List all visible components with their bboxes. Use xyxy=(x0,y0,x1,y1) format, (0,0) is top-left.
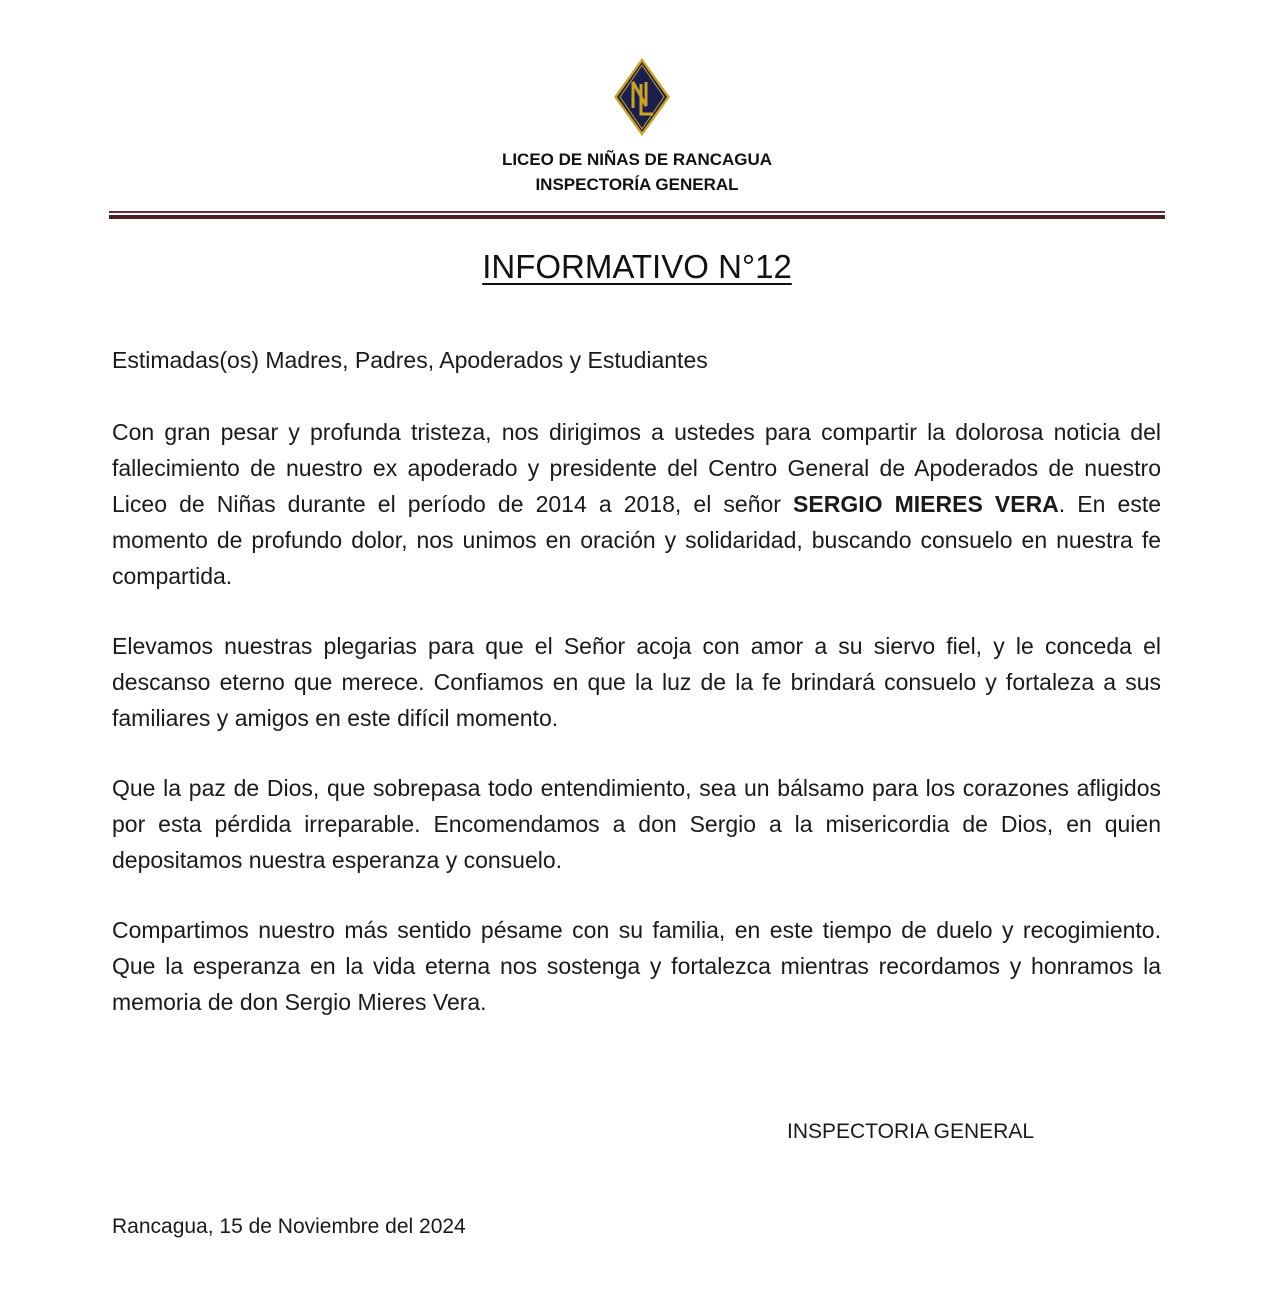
school-logo xyxy=(612,56,672,138)
header-divider-thin xyxy=(109,211,1165,213)
deceased-name: SERGIO MIERES VERA xyxy=(793,491,1059,517)
school-name: LICEO DE NIÑAS DE RANCAGUA xyxy=(501,150,773,169)
paragraph-1-end: . En este momento de profundo dolor, nos unimos en oración y solidaridad, buscando consuelo en nuestra fe compartida. xyxy=(112,491,1161,589)
header-divider-thick xyxy=(109,215,1165,219)
date-line: Rancagua, 15 de Noviembre del 2024 xyxy=(112,1215,466,1238)
paragraph-4: Compartimos nuestro más sentido pésame con su familia, en este tiempo de duelo y recogimiento. Que la esperanza en la vida eterna nos sostenga y fortalezca mientras recordamos y honramos la memoria de don Sergio Mieres Vera. xyxy=(112,917,1161,1015)
department-name: INSPECTORÍA GENERAL xyxy=(535,175,739,194)
document-title: INFORMATIVO N°12 xyxy=(482,248,792,285)
paragraph-1 xyxy=(112,414,1161,594)
salutation: Estimadas(os) Madres, Padres, Apoderados y Estudiantes xyxy=(112,347,708,373)
paragraph-2: Elevamos nuestras plegarias para que el Señor acoja con amor a su siervo fiel, y le conceda el descanso eterno que merece. Confiamos en que la luz de la fe brindará consuelo y fortaleza a sus familiares y amigos en este difícil momento. xyxy=(112,633,1161,731)
paragraph-3: Que la paz de Dios, que sobrepasa todo entendimiento, sea un bálsamo para los corazones afligidos por esta pérdida irreparable. Encomendamos a don Sergio a la misericordia de Dios, en quien depositamos nuestra esperanza y consuelo. xyxy=(112,775,1161,873)
paragraph-1-start: Con gran pesar y profunda tristeza, nos dirigimos a ustedes para compartir la dolorosa noticia del fallecimiento de nuestro ex apoderado y presidente del Centro General de Apoderados de nuestro Liceo de Niñas durante el período de 2014 a 2018, el señor xyxy=(112,419,1161,517)
signature: INSPECTORIA GENERAL xyxy=(787,1120,1035,1143)
